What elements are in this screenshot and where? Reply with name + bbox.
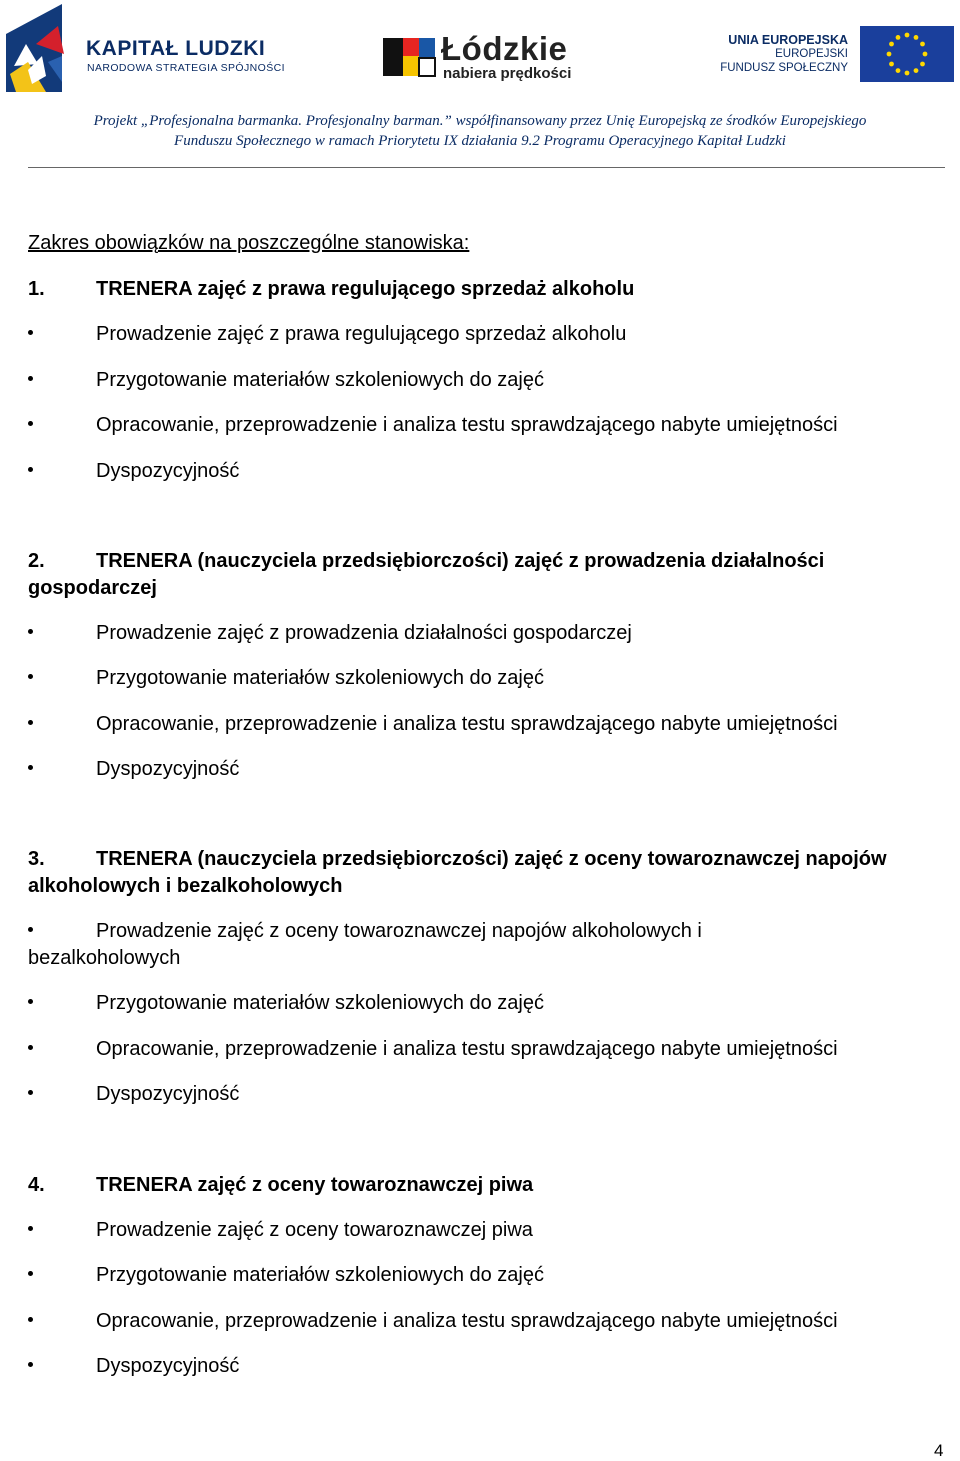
project-info-line1: Projekt „Profesjonalna barmanka. Profesjonalny barman.” współfinansowany przez Unię Europejską ze środków Europejskiego: [93, 113, 867, 129]
section-title: TRENERA zajęć z prawa regulującego sprzedaż alkoholu: [96, 278, 635, 300]
section-heading: [28, 548, 938, 602]
kl-subtitle: NARODOWA STRATEGIA SPÓJNOŚCI: [87, 62, 285, 74]
bullet-icon: [28, 720, 33, 725]
lodzkie-subtitle: nabiera prędkości: [443, 65, 572, 82]
bullet-icon: [28, 927, 33, 932]
list-item: Prowadzenie zajęć z prawa regulującego sprzedaż alkoholu: [28, 321, 948, 348]
list-item: Opracowanie, przeprowadzenie i analiza testu sprawdzającego nabyte umiejętności: [28, 1308, 948, 1335]
lodzkie-logo: [383, 30, 613, 86]
eu-flag-icon: [860, 26, 954, 82]
eu-fund-line1: EUROPEJSKI: [775, 48, 848, 60]
section-heading: [28, 276, 938, 303]
section-title: TRENERA (nauczyciela przedsiębiorczości) zajęć z prowadzenia działalności gospodarczej: [28, 550, 825, 599]
lodzkie-emblem-icon: [383, 34, 437, 78]
bullet-icon: [28, 1045, 33, 1050]
page-title: Zakres obowiązków na poszczególne stanowiska:: [28, 232, 470, 254]
bullet-icon: [28, 999, 33, 1004]
bullet-icon: [28, 1090, 33, 1095]
list-item: Przygotowanie materiałów szkoleniowych do zajęć: [28, 1262, 948, 1289]
list-item: Prowadzenie zajęć z oceny towaroznawczej piwa: [28, 1217, 948, 1244]
lodzkie-title: Łódzkie: [441, 30, 568, 67]
list-item: Przygotowanie materiałów szkoleniowych do zajęć: [28, 665, 948, 692]
bullet-icon: [28, 1362, 33, 1367]
list-item: Dyspozycyjność: [28, 458, 948, 485]
bullet-icon: [28, 467, 33, 472]
project-info-line2: Funduszu Społecznego w ramach Priorytetu IX działania 9.2 Programu Operacyjnego Kapitał Ludzki: [174, 133, 786, 149]
section-title: TRENERA (nauczyciela przedsiębiorczości) zajęć z oceny towaroznawczej napojów alkoholowych i bezalkoholowych: [28, 848, 887, 897]
list-item: Dyspozycyjność: [28, 756, 948, 783]
page-number: 4: [934, 1441, 944, 1460]
section-number: 1.: [28, 278, 45, 300]
bullet-icon: [28, 1226, 33, 1231]
list-item: Przygotowanie materiałów szkoleniowych do zajęć: [28, 367, 948, 394]
list-item: Prowadzenie zajęć z oceny towaroznawczej napojów alkoholowych i bezalkoholowych: [28, 920, 702, 969]
page-header: [0, 0, 960, 100]
eu-fund-line2: FUNDUSZ SPOŁECZNY: [720, 62, 848, 74]
section-number: 3.: [28, 848, 45, 870]
list-item: Prowadzenie zajęć z prowadzenia działalności gospodarczej: [28, 620, 948, 647]
bullet-icon: [28, 1317, 33, 1322]
section-heading: [28, 846, 938, 900]
star-emblem-icon: [6, 4, 76, 94]
list-item: Opracowanie, przeprowadzenie i analiza testu sprawdzającego nabyte umiejętności: [28, 1036, 948, 1063]
section-title: TRENERA zajęć z oceny towaroznawczej piwa: [96, 1174, 534, 1196]
list-item: Opracowanie, przeprowadzenie i analiza testu sprawdzającego nabyte umiejętności: [28, 711, 948, 738]
list-item: Opracowanie, przeprowadzenie i analiza testu sprawdzającego nabyte umiejętności: [28, 412, 948, 439]
list-item: Dyspozycyjność: [28, 1081, 948, 1108]
header-divider: [28, 167, 945, 168]
bullet-icon: [28, 421, 33, 426]
kapital-ludzki-logo: [6, 4, 306, 94]
eu-logo: [716, 26, 956, 86]
list-item: Przygotowanie materiałów szkoleniowych do zajęć: [28, 990, 948, 1017]
section-heading: [28, 1172, 938, 1199]
list-item: Dyspozycyjność: [28, 1353, 948, 1380]
bullet-icon: [28, 1271, 33, 1276]
eu-title: UNIA EUROPEJSKA: [728, 33, 848, 47]
section-number: 2.: [28, 550, 45, 572]
bullet-icon: [28, 330, 33, 335]
bullet-icon: [28, 765, 33, 770]
kl-title: KAPITAŁ LUDZKI: [86, 37, 266, 60]
bullet-icon: [28, 376, 33, 381]
bullet-icon: [28, 674, 33, 679]
bullet-icon: [28, 629, 33, 634]
section-number: 4.: [28, 1174, 45, 1196]
